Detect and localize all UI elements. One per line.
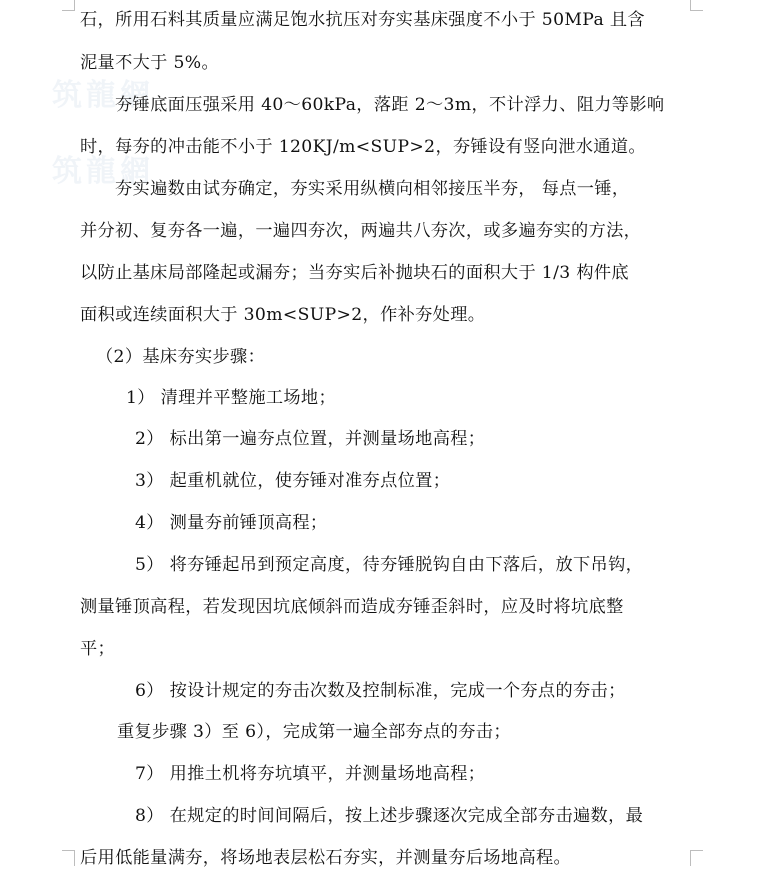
text-line: 后用低能量满夯，将场地表层松石夯实，并测量夯后场地高程。: [80, 848, 572, 868]
text-line: 并分初、复夯各一遍，一遍四夯次，两遍共八夯次，或多遍夯实的方法，: [80, 221, 642, 241]
watermark-logo: 筑龍網: [52, 154, 154, 189]
margin-corner-mark: [62, 850, 75, 866]
text-line: 夯实遍数由试夯确定，夯实采用纵横向相邻接压半夯， 每点一锤，: [115, 179, 630, 199]
margin-corner-mark: [690, 850, 703, 866]
section-heading: （2）基床夯实步骤：: [96, 347, 266, 367]
list-item: 3） 起重机就位，使夯锤对准夯点位置；: [135, 471, 451, 491]
list-item: 5） 将夯锤起吊到预定高度，待夯锤脱钩自由下落后，放下吊钩，: [135, 555, 644, 575]
list-item: 2） 标出第一遍夯点位置，并测量场地高程；: [135, 429, 486, 449]
text-line: 泥量不大于 5%。: [80, 53, 220, 73]
text-line: 以防止基床局部隆起或漏夯；当夯实后补抛块石的面积大于 1/3 构件底: [80, 263, 629, 283]
watermark-logo: 筑龍網: [52, 78, 154, 113]
list-item: 8） 在规定的时间间隔后，按上述步骤逐次完成全部夯击遍数，最: [135, 806, 644, 826]
list-item: 4） 测量夯前锤顶高程；: [135, 513, 328, 533]
list-item: 6） 按设计规定的夯击次数及控制标准，完成一个夯点的夯击；: [135, 681, 626, 701]
text-line: 面积或连续面积大于 30m<SUP>2，作补夯处理。: [80, 305, 486, 325]
list-item: 7） 用推土机将夯坑填平，并测量场地高程；: [135, 764, 486, 784]
text-line: 夯锤底面压强采用 40～60kPa，落距 2～3m，不计浮力、阻力等影响: [115, 95, 665, 115]
list-item: 1） 清理并平整施工场地；: [126, 388, 337, 408]
text-line: 测量锤顶高程，若发现因坑底倾斜而造成夯锤歪斜时，应及时将坑底整: [80, 597, 624, 617]
margin-corner-mark: [62, 0, 75, 11]
text-line: 重复步骤 3）至 6），完成第一遍全部夯点的夯击；: [117, 722, 511, 742]
text-line: 平；: [80, 639, 116, 659]
text-line: 时，每夯的冲击能不小于 120KJ/m<SUP>2，夯锤设有竖向泄水通道。: [80, 137, 646, 157]
margin-corner-mark: [690, 0, 703, 11]
text-line: 石，所用石料其质量应满足饱水抗压对夯实基床强度不小于 50MPa 且含: [80, 10, 645, 30]
